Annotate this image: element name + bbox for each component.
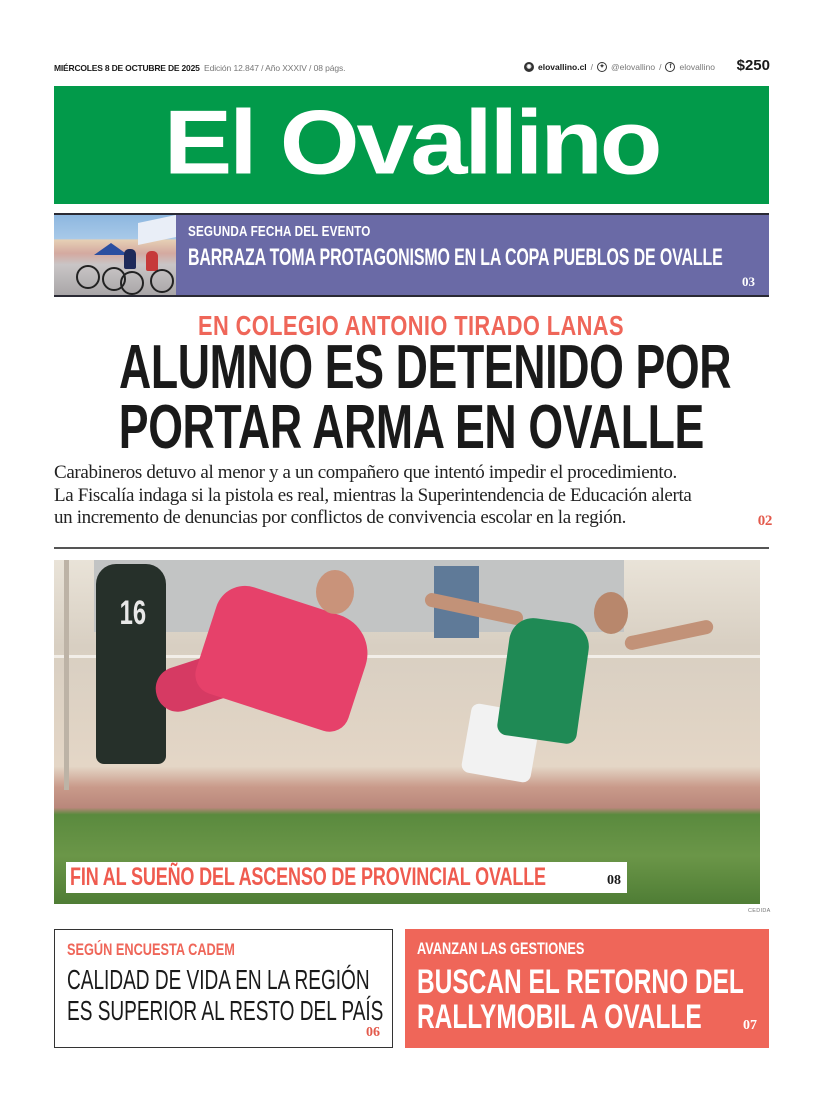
headline-line: ALUMNO ES DETENIDO POR xyxy=(119,333,732,402)
website-link[interactable]: elovallino.cl xyxy=(538,62,587,72)
player-dark-jersey xyxy=(96,564,166,764)
title-line: BUSCAN EL RETORNO DEL xyxy=(417,963,744,1001)
main-kicker-text: EN COLEGIO ANTONIO TIRADO LANAS xyxy=(198,310,624,341)
caption-text: FIN AL SUEÑO DEL ASCENSO DE PROVINCIAL OVALLE xyxy=(70,863,546,891)
box-right-title xyxy=(417,965,744,1035)
story-box-rallymobil[interactable] xyxy=(405,929,769,1048)
title-line: RALLYMOBIL A OVALLE xyxy=(417,998,702,1036)
globe-icon: ◉ xyxy=(524,62,534,72)
player-green-arm xyxy=(624,619,715,651)
photo-credit: CEDIDA xyxy=(748,908,771,914)
twitter-icon: ✦ xyxy=(597,62,607,72)
player-green-jersey xyxy=(496,615,592,745)
title-line: ES SUPERIOR AL RESTO DEL PAÍS xyxy=(67,995,384,1026)
cycling-race-photo xyxy=(54,215,176,295)
separator: / xyxy=(590,62,594,72)
teaser-title[interactable]: BARRAZA TOMA PROTAGONISMO EN LA COPA PUEBLOS DE OVALLE xyxy=(188,244,723,271)
photo-caption[interactable] xyxy=(66,862,627,893)
photo-tent xyxy=(94,243,128,255)
title-line: CALIDAD DE VIDA EN LA REGIÓN xyxy=(67,964,370,995)
photo-wheel xyxy=(150,269,174,293)
social-links xyxy=(524,62,715,72)
main-headline[interactable] xyxy=(0,333,822,462)
section-divider xyxy=(54,547,769,549)
headline-line: PORTAR ARMA EN OVALLE xyxy=(118,393,704,462)
masthead xyxy=(54,86,769,204)
photo-pole xyxy=(64,560,69,790)
edition-info: Edición 12.847 / Año XXXIV / 08 págs. xyxy=(204,63,346,73)
price: $250 xyxy=(736,57,770,74)
teaser-story[interactable] xyxy=(54,213,769,297)
teaser-kicker: SEGUNDA FECHA DEL EVENTO xyxy=(188,223,371,240)
caption-page-number: 08 xyxy=(606,872,621,888)
newspaper-logo: El Ovallino xyxy=(163,91,660,194)
main-page-number: 02 xyxy=(757,513,772,529)
box-left-title xyxy=(67,964,383,1026)
summary-line: La Fiscalía indaga si la pistola es real, mientras la Superintendencia de Educación alerta xyxy=(54,484,692,506)
football-match-photo[interactable] xyxy=(54,560,760,904)
jersey-number: 16 xyxy=(119,594,147,632)
photo-rider xyxy=(124,249,136,269)
twitter-handle[interactable]: @elovallino xyxy=(611,62,656,72)
photo-rider xyxy=(146,251,158,271)
player-green-head xyxy=(594,592,628,634)
issue-date: MIÉRCOLES 8 DE OCTUBRE DE 2025 xyxy=(54,63,200,73)
summary-line: Carabineros detuvo al menor y a un compañero que intentó impedir el procedimiento. xyxy=(54,462,677,483)
goalkeeper-head xyxy=(316,570,354,614)
summary-line: un incremento de denuncias por conflictos de convivencia escolar en la región. xyxy=(54,507,627,528)
photo-wheel xyxy=(120,271,144,295)
box-left-page-number: 06 xyxy=(366,1025,380,1040)
facebook-icon: f xyxy=(665,62,675,72)
box-left-kicker: SEGÚN ENCUESTA CADEM xyxy=(67,940,235,959)
story-box-cadem[interactable] xyxy=(54,929,393,1048)
main-summary xyxy=(54,462,774,530)
top-info-bar xyxy=(54,58,770,78)
box-right-kicker: AVANZAN LAS GESTIONES xyxy=(417,939,585,958)
facebook-handle[interactable]: elovallino xyxy=(679,62,715,72)
teaser-page-number: 03 xyxy=(742,274,755,289)
photo-banner xyxy=(138,215,176,245)
box-right-page-number: 07 xyxy=(743,1018,757,1033)
separator: / xyxy=(659,62,662,72)
photo-wheel xyxy=(76,265,100,289)
